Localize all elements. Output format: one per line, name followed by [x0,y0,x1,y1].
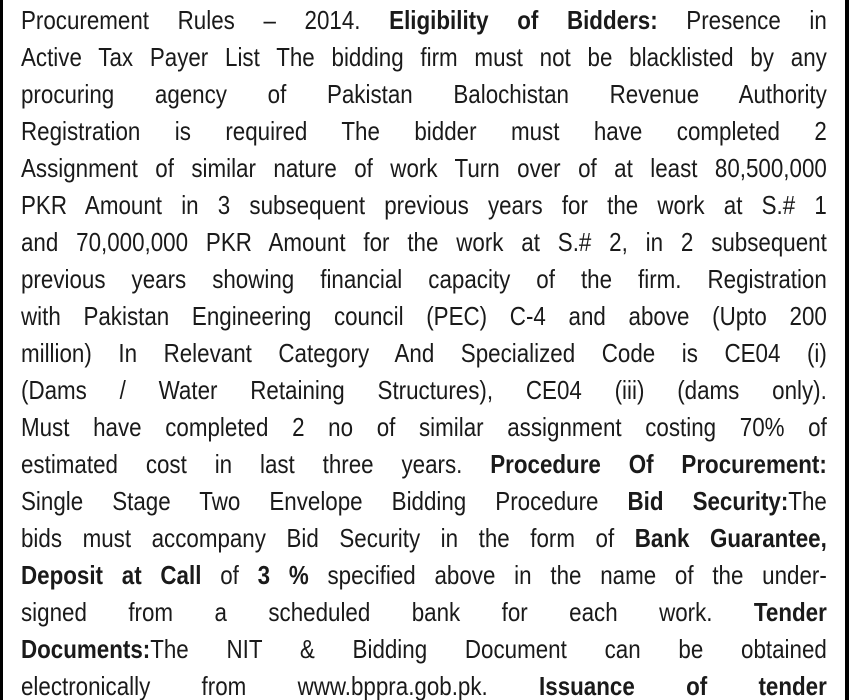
text-line [21,409,827,446]
text-segment: electronically from www.bppra.gob.pk. [21,671,540,700]
text-line [21,483,827,520]
text-segment: Must have completed 2 no of similar assignment costing 70% of [21,412,827,442]
text-line [21,631,827,668]
bold-text-segment: Bid Security: [627,486,789,516]
text-segment: Assignment of similar nature of work Turn over of at least 80,500,000 [21,153,827,183]
text-line [21,446,827,483]
text-segment: with Pakistan Engineering council (PEC) C-4 and above (Upto 200 [21,301,827,331]
text-segment: Single Stage Two Envelope Bidding Procedure [21,486,628,516]
text-line [21,76,827,113]
text-line [21,2,827,39]
bold-text-segment: Issuance of tender [539,671,827,700]
text-segment: million) In Relevant Category And Specialized Code is CE04 (i) [21,338,827,368]
right-border [845,0,849,700]
text-segment: bids must accompany Bid Security in the form of [21,523,635,553]
text-segment: The [788,486,827,516]
text-segment: previous years showing financial capacity of the firm. Registration [21,264,827,294]
text-line [21,520,827,557]
text-line [21,261,827,298]
bold-text-segment: Procedure Of Procurement: [490,449,827,479]
text-segment: Presence in [657,5,827,35]
text-line [21,557,827,594]
text-line [21,668,827,700]
text-line [21,298,827,335]
text-segment: Procurement Rules – 2014. [21,5,390,35]
text-line [21,224,827,261]
text-segment: The NIT & Bidding Document can be obtained [150,634,827,664]
bold-text-segment: Bank Guarantee, [634,523,827,553]
text-segment: signed from a scheduled bank for each work. [21,597,754,627]
text-segment: specified above in the name of the under- [308,560,827,590]
text-line [21,113,827,150]
text-line [21,187,827,224]
bold-text-segment: Documents: [21,634,151,664]
bold-text-segment: Tender [753,597,827,627]
text-segment: procuring agency of Pakistan Balochistan Revenue Authority [21,79,827,109]
text-line [21,39,827,76]
tender-notice-text [21,2,827,700]
text-segment: Active Tax Payer List The bidding firm must not be blacklisted by any [21,42,827,72]
bold-text-segment: Eligibility of Bidders: [389,5,658,35]
text-line [21,372,827,409]
text-segment: (Dams / Water Retaining Structures), CE04 (iii) (dams only). [21,375,827,405]
text-segment: and 70,000,000 PKR Amount for the work at S.# 2, in 2 subsequent [21,227,827,257]
text-segment: PKR Amount in 3 subsequent previous years for the work at S.# 1 [21,190,827,220]
text-segment: of [201,560,258,590]
bold-text-segment: 3 % [257,560,309,590]
text-line [21,594,827,631]
text-segment: Registration is required The bidder must have completed 2 [21,116,827,146]
left-border [0,0,3,700]
text-line [21,150,827,187]
text-segment: estimated cost in last three years. [21,449,491,479]
text-line [21,335,827,372]
bold-text-segment: Deposit at Call [21,560,202,590]
